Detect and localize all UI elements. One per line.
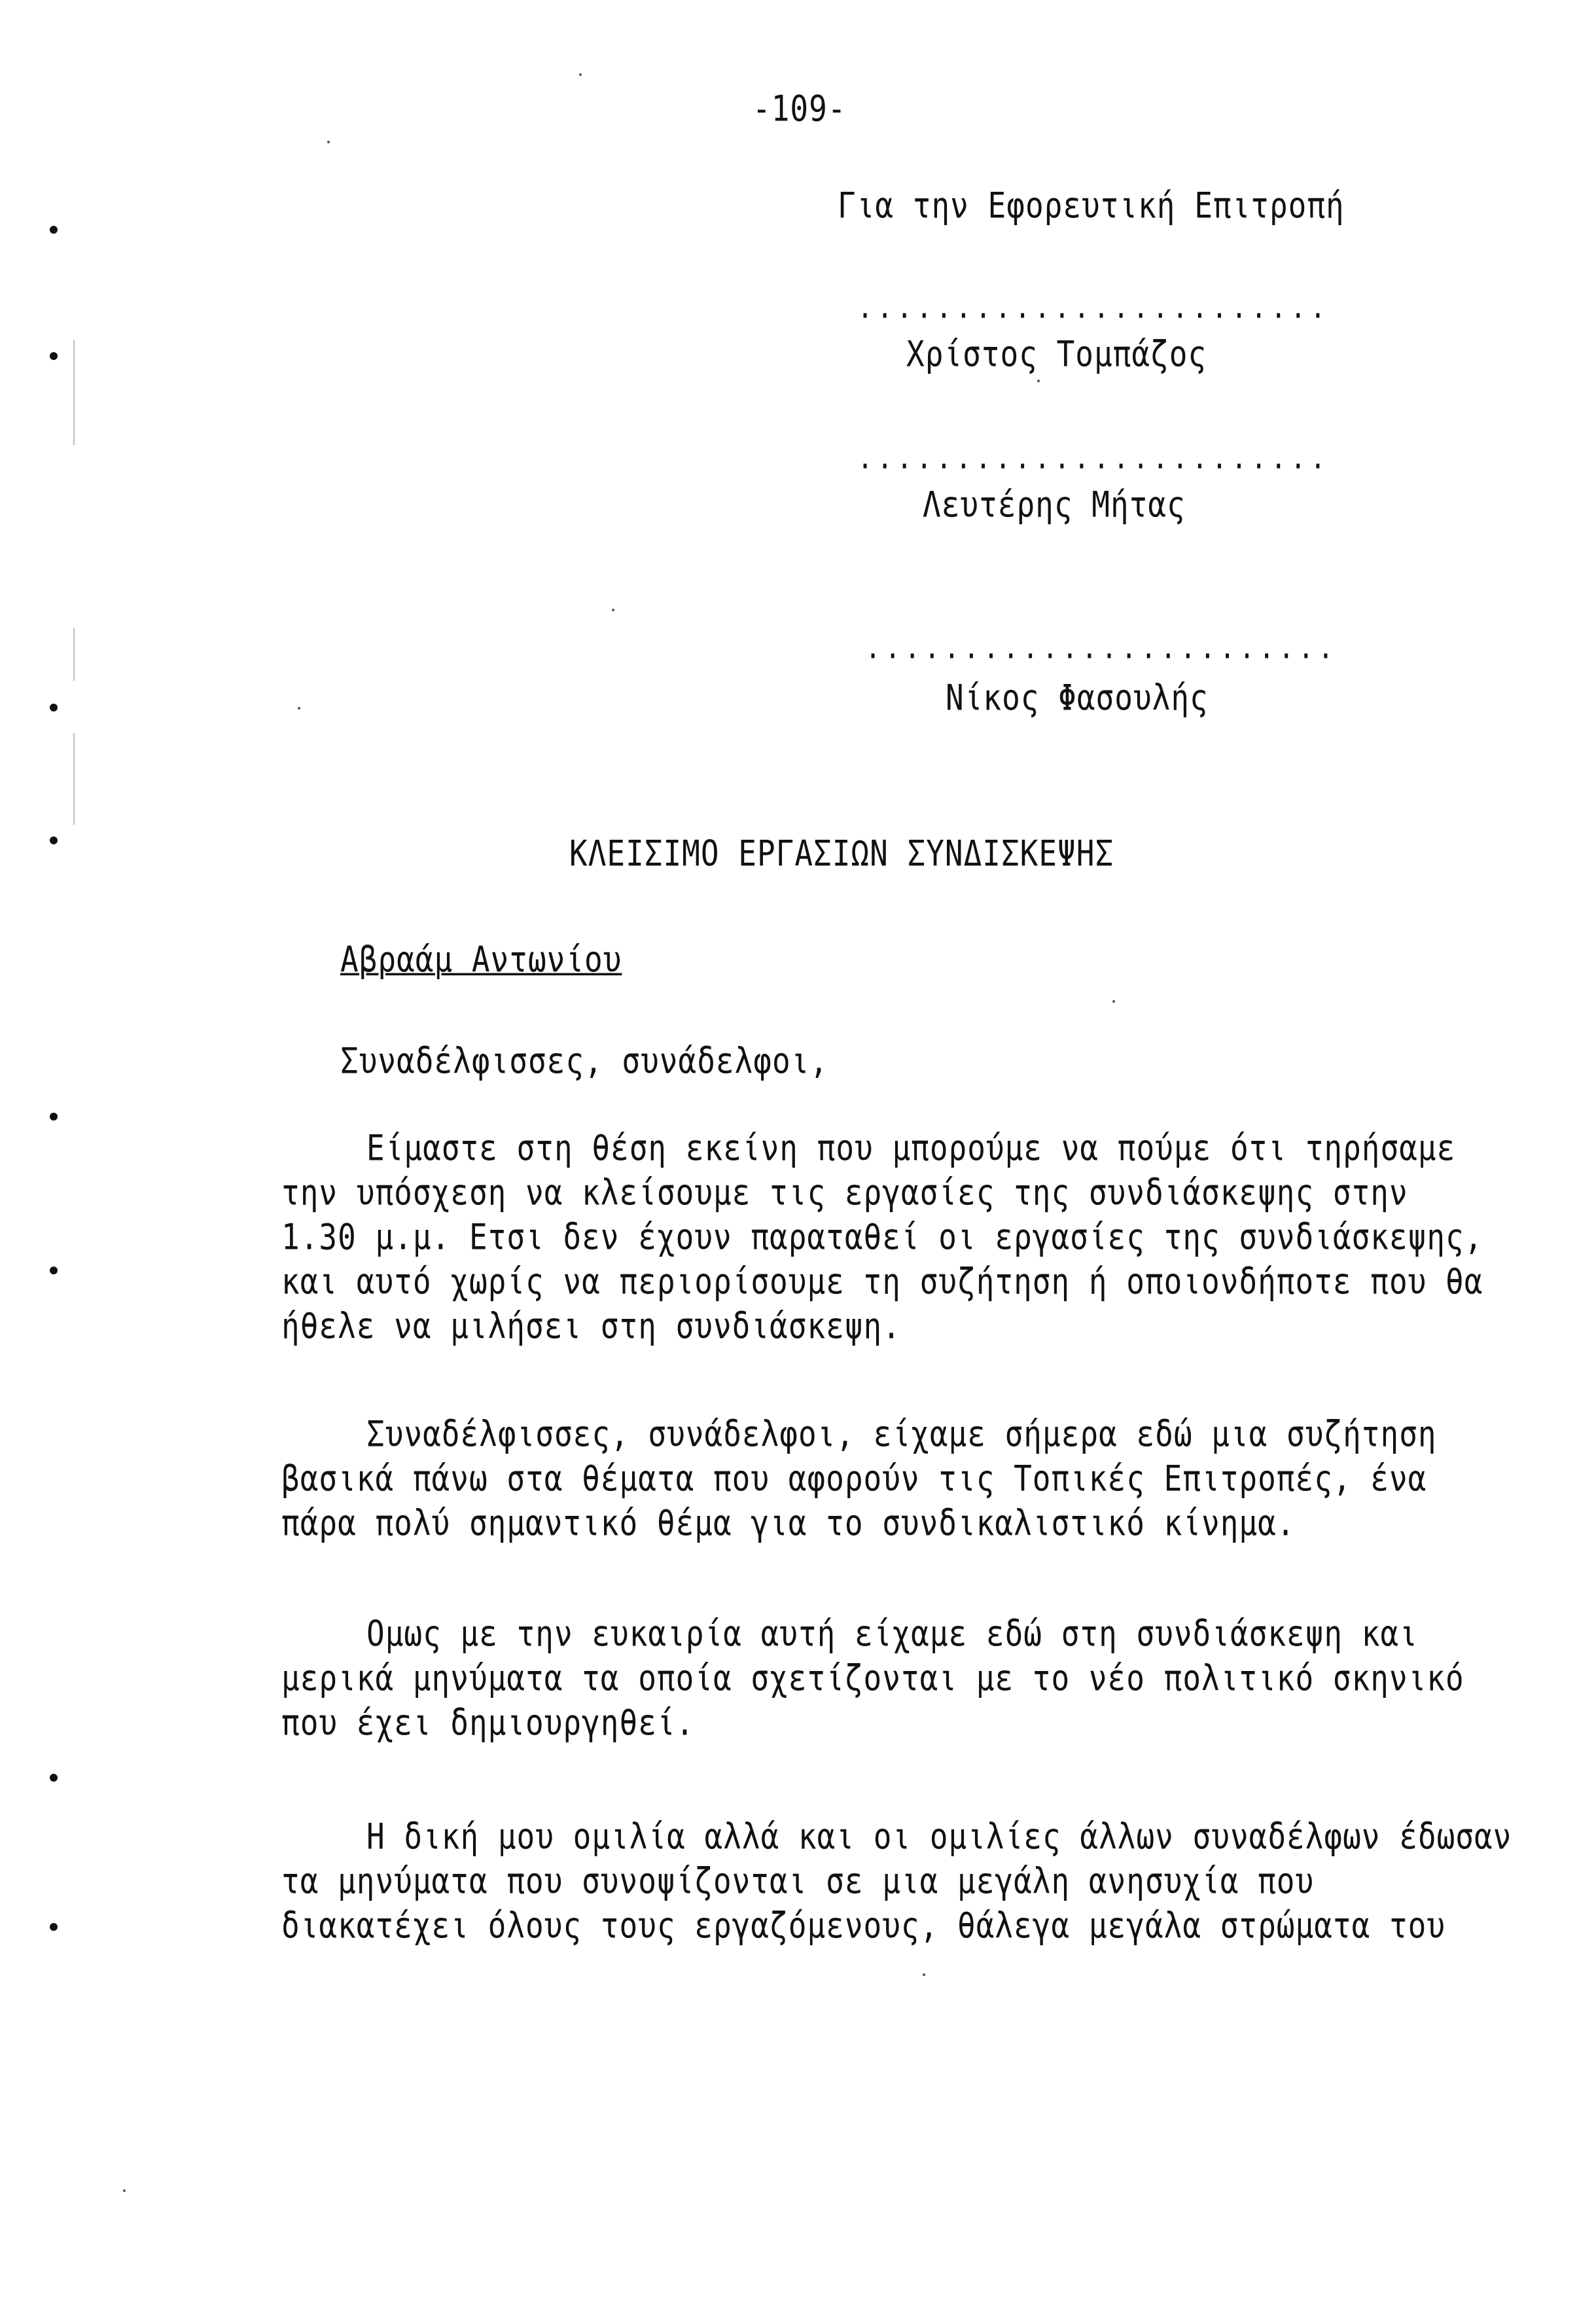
- scan-edge-line: [73, 733, 75, 825]
- paragraph-line: μερικά μηνύματα τα οποία σχετίζονται με το νέο πολιτικό σκηνικό: [281, 1657, 1464, 1699]
- paragraph-line: πάρα πολύ σημαντικό θέμα για το συνδικαλιστικό κίνημα.: [281, 1501, 1296, 1544]
- committee-heading: Για την Εφορευτική Επιτροπή: [838, 184, 1345, 226]
- scan-speck: [579, 73, 582, 76]
- scan-edge-line: [73, 628, 75, 681]
- signature-line: ........................: [857, 290, 1330, 326]
- margin-mark: [50, 226, 58, 234]
- scan-speck: [923, 1973, 925, 1976]
- paragraph-line: Ομως με την ευκαιρία αυτή είχαμε εδώ στη συνδιάσκεψη και: [366, 1612, 1418, 1655]
- scan-speck: [123, 2189, 126, 2192]
- paragraph-line: διακατέχει όλους τους εργαζόμενους, θάλεγα μεγάλα στρώματα του: [281, 1904, 1446, 1947]
- scan-speck: [1112, 1000, 1115, 1003]
- signatory-name: Νίκος Φασουλής: [946, 676, 1209, 719]
- paragraph-line: Συναδέλφισσες, συνάδελφοι, είχαμε σήμερα εδώ μια συζήτηση: [366, 1412, 1437, 1455]
- paragraph-line: που έχει δημιουργηθεί.: [281, 1701, 695, 1744]
- scan-speck: [612, 609, 614, 611]
- paragraph-line: βασικά πάνω στα θέματα που αφορούν τις Τοπικές Επιτροπές, ένα: [281, 1457, 1427, 1500]
- signature-line: ........................: [857, 440, 1330, 476]
- margin-mark: [50, 704, 58, 711]
- greeting: Συναδέλφισσες, συνάδελφοι,: [340, 1039, 829, 1082]
- signatory-name: Λευτέρης Μήτας: [923, 483, 1186, 526]
- paragraph-line: Είμαστε στη θέση εκείνη που μπορούμε να πούμε ότι τηρήσαμε: [366, 1126, 1456, 1169]
- paragraph-line: την υπόσχεση να κλείσουμε τις εργασίες της συνδιάσκεψης στην: [281, 1171, 1408, 1213]
- margin-mark: [50, 1923, 58, 1931]
- scan-speck: [298, 707, 300, 710]
- margin-mark: [50, 352, 58, 360]
- section-title: ΚΛΕΙΣΙΜΟ ΕΡΓΑΣΙΩΝ ΣΥΝΔΙΣΚΕΨΗΣ: [569, 832, 1114, 874]
- paragraph-line: 1.30 μ.μ. Ετσι δεν έχουν παραταθεί οι εργασίες της συνδιάσκεψης,: [281, 1215, 1483, 1258]
- signature-line: ........................: [865, 630, 1338, 666]
- paragraph-line: τα μηνύματα που συνοψίζονται σε μια μεγάλη ανησυχία που: [281, 1860, 1315, 1902]
- paragraph-line: και αυτό χωρίς να περιορίσουμε τη συζήτηση ή οποιονδήποτε που θα: [281, 1260, 1483, 1303]
- margin-mark: [50, 836, 58, 844]
- scan-speck: [327, 141, 330, 143]
- margin-mark: [50, 1267, 58, 1274]
- margin-mark: [50, 1774, 58, 1782]
- scan-edge-line: [73, 340, 75, 445]
- speaker-name: Αβραάμ Αντωνίου: [340, 938, 622, 980]
- margin-mark: [50, 1113, 58, 1121]
- signatory-name: Χρίστος Τομπάζος: [906, 332, 1207, 375]
- paragraph-line: Η δική μου ομιλία αλλά και οι ομιλίες άλλων συναδέλφων έδωσαν: [366, 1815, 1512, 1858]
- scan-speck: [1037, 380, 1040, 382]
- page-number: -109-: [753, 87, 847, 130]
- paragraph-line: ήθελε να μιλήσει στη συνδιάσκεψη.: [281, 1304, 901, 1347]
